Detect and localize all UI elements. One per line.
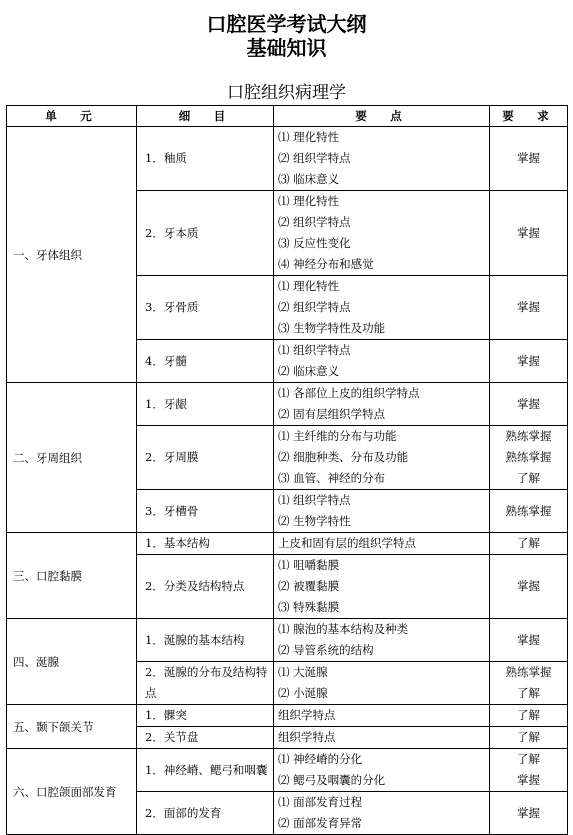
- section-title: 口腔组织病理学: [227, 83, 346, 103]
- table-row: [7, 619, 568, 662]
- detail-label: 3．牙槽骨: [145, 503, 199, 518]
- detail-cell: [137, 555, 274, 619]
- detail-label: 1．神经嵴、鳃弓和咽囊: [145, 762, 268, 777]
- point-item: ⑶ 生物学特性及功能: [278, 321, 386, 335]
- point-item: ⑴ 组织学特点: [278, 343, 351, 357]
- detail-label: 1．髁突: [145, 708, 187, 722]
- unit-cell: 三、口腔黏膜: [7, 533, 137, 619]
- point-item: ⑵ 鳃弓及咽囊的分化: [278, 773, 386, 787]
- requirement-item: 熟练掌握: [505, 665, 552, 679]
- point-item: ⑶ 血管、神经的分布: [278, 471, 386, 485]
- points-cell: [274, 426, 490, 490]
- requirement-item: 了解: [517, 471, 540, 485]
- table-row: [7, 705, 568, 727]
- requirement-item: 了解: [517, 708, 540, 722]
- requirement-item: 掌握: [517, 579, 540, 593]
- points-cell: [274, 340, 490, 383]
- header-unit: 单 元: [7, 106, 137, 127]
- requirement-item: 掌握: [517, 151, 540, 165]
- detail-label: 2．关节盘: [145, 730, 199, 744]
- points-cell: [274, 792, 490, 835]
- point-item: ⑵ 固有层组织学特点: [278, 407, 386, 421]
- detail-label: 4．牙髓: [145, 353, 187, 368]
- point-item: ⑶ 临床意义: [278, 172, 340, 186]
- detail-cell: [137, 490, 274, 533]
- point-item: ⑴ 咀嚼黏膜: [278, 558, 340, 572]
- point-item: ⑵ 小涎腺: [278, 686, 328, 700]
- unit-cell: 四、涎腺: [7, 619, 137, 705]
- requirement-item: 掌握: [517, 353, 540, 368]
- point-item: ⑴ 组织学特点: [278, 493, 351, 507]
- points-cell: [274, 555, 490, 619]
- detail-cell: [137, 426, 274, 490]
- point-item: ⑵ 被覆黏膜: [278, 579, 340, 593]
- detail-label: 2．牙周膜: [145, 450, 199, 464]
- detail-cell: [137, 662, 274, 705]
- requirement-item: 了解: [517, 730, 540, 744]
- point-item: ⑴ 理化特性: [278, 130, 340, 144]
- requirement-item: 熟练掌握: [505, 503, 552, 518]
- header-detail: 细 目: [137, 106, 274, 127]
- point-item: ⑷ 神经分布和感觉: [278, 257, 374, 271]
- point-item: ⑵ 细胞种类、分布及功能: [278, 450, 409, 464]
- point-item: 组织学特点: [278, 708, 336, 722]
- detail-label: 2．牙本质: [145, 225, 199, 240]
- syllabus-table: [6, 105, 568, 835]
- requirement-item: 了解: [517, 752, 540, 766]
- point-item: ⑴ 各部位上皮的组织学特点: [278, 386, 420, 400]
- requirement-cell: [490, 340, 568, 383]
- point-item: ⑶ 反应性变化: [278, 236, 351, 250]
- points-cell: [274, 749, 490, 792]
- requirement-cell: [490, 619, 568, 662]
- unit-cell: 一、牙体组织: [7, 127, 137, 383]
- requirement-cell: [490, 490, 568, 533]
- detail-cell: [137, 619, 274, 662]
- point-item: ⑵ 组织学特点: [278, 151, 351, 165]
- detail-cell: [137, 276, 274, 340]
- point-item: ⑴ 理化特性: [278, 194, 340, 208]
- points-cell: [274, 533, 490, 555]
- requirement-item: 了解: [517, 686, 540, 700]
- unit-cell: 六、口腔颌面部发育: [7, 749, 137, 835]
- requirement-item: 掌握: [517, 632, 540, 647]
- unit-cell: 二、牙周组织: [7, 383, 137, 533]
- requirement-cell: [490, 426, 568, 490]
- requirement-cell: [490, 749, 568, 792]
- requirement-item: 熟练掌握: [505, 450, 552, 464]
- table-row: [7, 383, 568, 426]
- requirement-cell: [490, 191, 568, 276]
- detail-cell: [137, 727, 274, 749]
- point-item: ⑴ 大涎腺: [278, 665, 328, 679]
- detail-cell: [137, 705, 274, 727]
- detail-label: 2．涎腺的分布及结构特点: [145, 665, 268, 700]
- requirement-item: 熟练掌握: [505, 429, 552, 443]
- point-item: ⑵ 面部发育异常: [278, 816, 363, 830]
- detail-label: 2．分类及结构特点: [145, 579, 245, 593]
- point-item: ⑴ 主纤维的分布与功能: [278, 429, 397, 443]
- points-cell: [274, 127, 490, 191]
- page-subtitle: 基础知识: [246, 36, 327, 60]
- detail-label: 1．涎腺的基本结构: [145, 632, 245, 647]
- detail-label: 1．釉质: [145, 151, 187, 165]
- table-row: [7, 127, 568, 191]
- point-item: ⑵ 生物学特性: [278, 514, 351, 528]
- requirement-cell: [490, 705, 568, 727]
- table-row: [7, 533, 568, 555]
- points-cell: [274, 662, 490, 705]
- requirement-cell: [490, 792, 568, 835]
- point-item: ⑵ 临床意义: [278, 364, 340, 378]
- table-header-row: [7, 106, 568, 127]
- detail-cell: [137, 340, 274, 383]
- detail-label: 1．牙龈: [145, 396, 187, 411]
- detail-cell: [137, 383, 274, 426]
- requirement-cell: [490, 555, 568, 619]
- points-cell: [274, 276, 490, 340]
- requirement-item: 掌握: [517, 225, 540, 240]
- point-item: ⑶ 特殊黏膜: [278, 600, 340, 614]
- requirement-item: 掌握: [517, 396, 540, 411]
- point-item: ⑴ 面部发育过程: [278, 795, 363, 809]
- detail-label: 1．基本结构: [145, 536, 210, 550]
- detail-label: 2．面部的发育: [145, 805, 222, 820]
- requirement-cell: [490, 276, 568, 340]
- point-item: 上皮和固有层的组织学特点: [278, 536, 416, 550]
- requirement-cell: [490, 727, 568, 749]
- header-points: 要 点: [274, 106, 490, 127]
- requirement-cell: [490, 533, 568, 555]
- point-item: 组织学特点: [278, 730, 336, 744]
- points-cell: [274, 383, 490, 426]
- points-cell: [274, 191, 490, 276]
- unit-cell: 五、颞下颌关节: [7, 705, 137, 749]
- table-body: [7, 127, 568, 835]
- requirement-cell: [490, 127, 568, 191]
- point-item: ⑵ 组织学特点: [278, 215, 351, 229]
- detail-cell: [137, 792, 274, 835]
- points-cell: [274, 727, 490, 749]
- points-cell: [274, 490, 490, 533]
- points-cell: [274, 619, 490, 662]
- detail-cell: [137, 749, 274, 792]
- point-item: ⑴ 理化特性: [278, 279, 340, 293]
- points-cell: [274, 705, 490, 727]
- requirement-item: 掌握: [517, 300, 540, 314]
- requirement-item: 掌握: [517, 773, 540, 787]
- point-item: ⑵ 组织学特点: [278, 300, 351, 314]
- detail-label: 3．牙骨质: [145, 300, 199, 314]
- table-row: [7, 749, 568, 792]
- page-title: 口腔医学考试大纲: [206, 12, 367, 36]
- requirement-cell: [490, 662, 568, 705]
- detail-cell: [137, 191, 274, 276]
- point-item: ⑵ 导管系统的结构: [278, 643, 374, 657]
- requirement-item: 了解: [517, 536, 540, 550]
- requirement-cell: [490, 383, 568, 426]
- header-requirement: 要 求: [490, 106, 568, 127]
- detail-cell: [137, 533, 274, 555]
- point-item: ⑴ 腺泡的基本结构及种类: [278, 622, 409, 636]
- point-item: ⑴ 神经嵴的分化: [278, 752, 363, 766]
- detail-cell: [137, 127, 274, 191]
- requirement-item: 掌握: [517, 805, 540, 820]
